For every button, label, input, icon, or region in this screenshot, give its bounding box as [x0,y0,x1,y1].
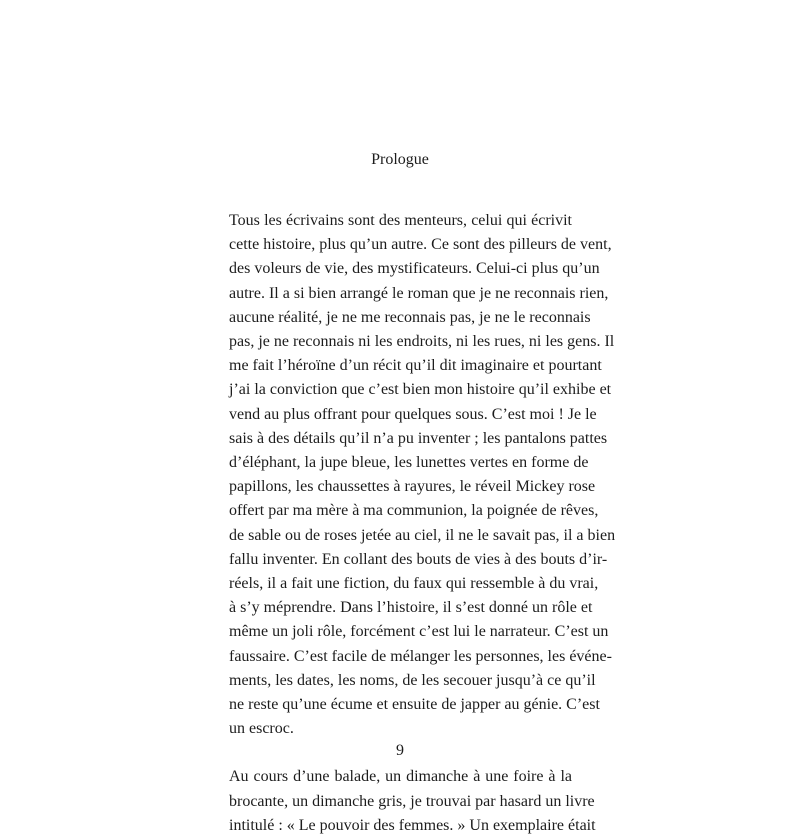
text-line: Au cours d’une balade, un dimanche à une foire à la [229,768,572,786]
text-line: cette histoire, plus qu’un autre. Ce sont des pilleurs de vent, [229,236,612,254]
text-line: papillons, les chaussettes à rayures, le réveil Mickey rose [229,478,596,496]
text-line: faussaire. C’est facile de mélanger les personnes, les événe- [229,647,612,665]
text-line: offert par ma mère à ma communion, la poignée de rêves, [229,502,599,520]
chapter-title: Prologue [371,151,429,168]
text-line: aucune réalité, je ne me reconnais pas, je ne le reconnais [229,308,591,326]
text-line: un escroc. [229,720,294,738]
text-line: vend au plus offrant pour quelques sous. C’est moi ! Je le [229,405,597,423]
text-line: intitulé : « Le pouvoir des femmes. » Un exemplaire était [229,816,596,834]
text-line: à s’y méprendre. Dans l’histoire, il s’est donné un rôle et [229,599,593,617]
paragraph-1 [229,209,616,741]
text-line: des voleurs de vie, des mystificateurs. Celui-ci plus qu’un [229,260,600,278]
text-line: Tous les écrivains sont des menteurs, celui qui écrivit [229,212,572,229]
text-line: sais à des détails qu’il n’a pu inventer ; les pantalons pattes [229,429,608,447]
text-line: ne reste qu’une écume et ensuite de japper au génie. C’est [229,696,600,714]
text-line: autre. Il a si bien arrangé le roman que je ne reconnais rien, [229,284,609,302]
paragraph-2 [229,765,596,838]
text-line: me fait l’héroïne d’un récit qu’il dit imaginaire et pourtant [229,357,602,375]
text-line: d’éléphant, la jupe bleue, les lunettes vertes en forme de [229,454,589,472]
text-line: pas, je ne reconnais ni les endroits, ni les rues, ni les gens. Il [229,333,615,351]
text-line: brocante, un dimanche gris, je trouvai par hasard un livre [229,792,595,810]
text-line: fallu inventer. En collant des bouts de vies à des bouts d’ir- [229,550,608,568]
text-line: ments, les dates, les noms, de les secouer jusqu’à ce qu’il [229,671,596,689]
text-line: même un joli rôle, forcément c’est lui le narrateur. C’est un [229,623,609,641]
text-line: de sable ou de roses jetée au ciel, il ne le savait pas, il a bien [229,526,616,544]
page-number: 9 [396,742,404,759]
text-line: réels, il a fait une fiction, du faux qui ressemble à du vrai, [229,575,599,593]
text-line: j’ai la conviction que c’est bien mon histoire qu’il exhibe et [229,381,612,399]
